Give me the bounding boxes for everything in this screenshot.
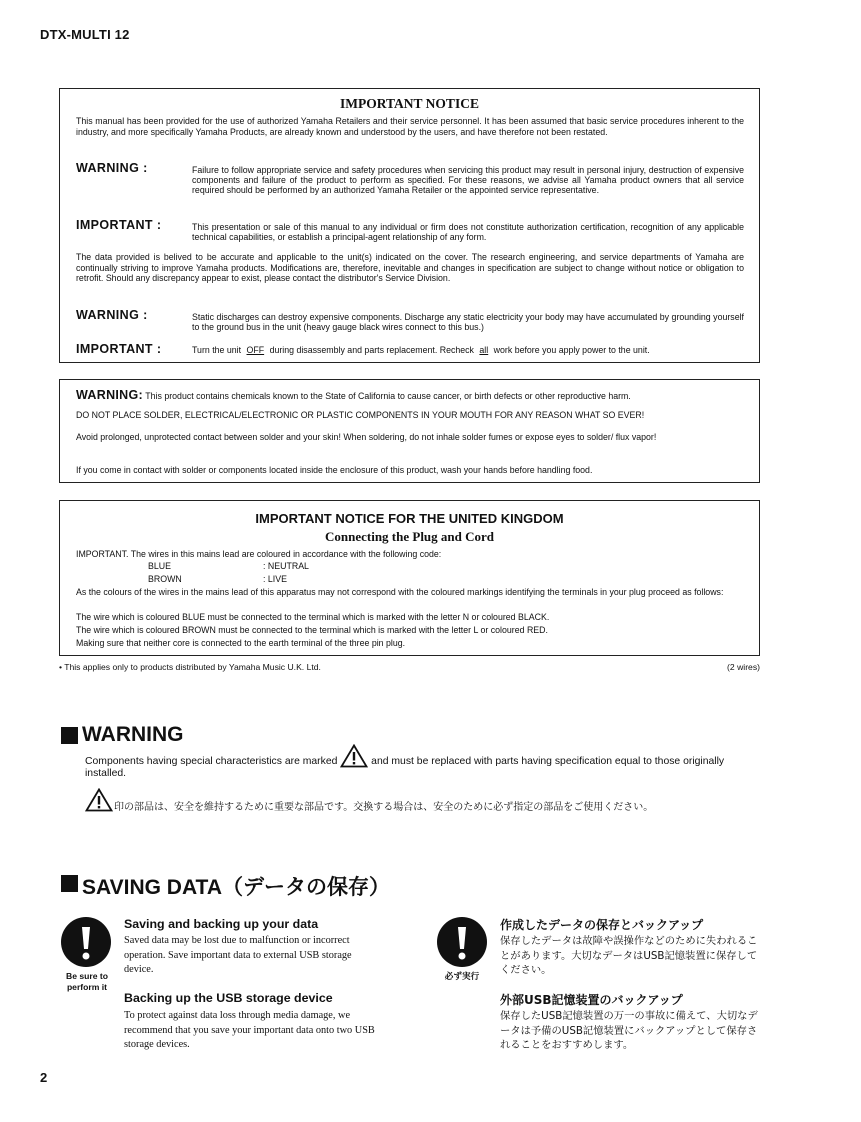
notice-intro: This manual has been provided for the use of authorized Yamaha Retailers and their service personnel. It has been assumed that basic service procedures inherent to the industry, and more specifically Yamaha Products, are already known and understood by the users, and have therefore not been restated. [76, 116, 744, 137]
exclamation-mark-jp-icon [437, 917, 487, 967]
page-number: 2 [40, 1070, 48, 1085]
warning-text-post: and must be replaced with parts having specification equal to those originally installed. [85, 756, 725, 779]
document-model-header: DTX-MULTI 12 [40, 27, 130, 42]
jp-backup-heading: 外部USB記憶装置のバックアップ [500, 993, 683, 1007]
jp-saving-heading: 作成したデータの保存とバックアップ [500, 918, 704, 932]
en-backup-text: To protect against data loss through media damage, we recommend that you save your important data onto two USB storage devices. [124, 1010, 375, 1050]
ca-warning-line1 [76, 390, 631, 402]
notice-warning-label: WARNING : [76, 161, 148, 175]
warning-section-marker [61, 727, 78, 744]
uk-notice-intro: IMPORTANT. The wires in this mains lead are coloured in accordance with the following code: [76, 549, 442, 559]
notice-warning2-label: WARNING : [76, 308, 148, 322]
uk-notice-title: IMPORTANT NOTICE FOR THE UNITED KINGDOM [255, 511, 564, 526]
exclamation-circle-jp-icon [437, 917, 487, 967]
en-saving-text: Saved data may be lost due to malfunction or incorrect operation. Save important data to external USB storage device. [124, 935, 352, 975]
important2-off: OFF [246, 345, 265, 355]
uk-para1: As the colours of the wires in the mains lead of this apparatus may not correspond with the coloured markings identifying the terminals in your plug proceed as follows: [76, 587, 724, 597]
uk-wires-note: (2 wires) [727, 662, 760, 672]
uk-notice-subtitle: Connecting the Plug and Cord [324, 529, 495, 544]
ca-warning-line3: Avoid prolonged, unprotected contact between solder and your skin! When soldering, do not inhale solder fumes or expose eyes to solder/ flux vapor! [76, 432, 657, 442]
warning-triangle-jp-icon [85, 788, 113, 812]
warning-jp-text: 印の部品は、安全を維持するために重要な部品です。交換する場合は、安全のために必ず指定の部品をご使用ください。 [114, 802, 654, 813]
exclamation-mark-icon [61, 917, 111, 967]
uk-blue-value: : NEUTRAL [263, 561, 309, 571]
ca-warning-line2: DO NOT PLACE SOLDER, ELECTRICAL/ELECTRONIC OR PLASTIC COMPONENTS IN YOUR MOUTH FOR ANY REASON WHAT SO EVER! [76, 410, 645, 420]
uk-para2: The wire which is coloured BLUE must be connected to the terminal which is marked with the letter N or coloured BLACK. [76, 612, 550, 622]
warning-section-heading: WARNING [82, 723, 184, 746]
uk-blue-label: BLUE [148, 561, 171, 571]
warning-triangle-icon [340, 744, 368, 768]
california-warning-box [59, 379, 760, 483]
ca-warning-label: WARNING: [76, 388, 143, 402]
saving-section-heading: SAVING DATA（データの保存） [82, 876, 390, 899]
warning-components-text [85, 744, 745, 780]
notice-important2-label: IMPORTANT : [76, 342, 162, 356]
important-notice-box [59, 88, 760, 363]
notice-important-label: IMPORTANT : [76, 218, 162, 232]
ca-warning-line1-text: This product contains chemicals known to the State of California to cause cancer, or birth defects or other reproductive harm. [145, 391, 631, 401]
uk-brown-label: BROWN [148, 574, 182, 584]
en-saving-heading: Saving and backing up your data [124, 917, 319, 931]
notice-important-text: This presentation or sale of this manual to any individual or firm does not constitute authorization certification, recognition of any applicable technical capabilities, or establish a principal-agent relationship of any form. [192, 222, 744, 242]
uk-para3: The wire which is coloured BROWN must be connected to the terminal which is marked with the letter L or coloured RED. [76, 625, 548, 635]
notice-warning-text: Failure to follow appropriate service and safety procedures when servicing this product may result in personal injury, destruction of expensive components and failure of the product to perform as specified. For these reasons, we advise all Yamaha product owners that all service required should be performed by an authorized Yamaha Retailer or the appointed service representative. [192, 165, 744, 195]
important2-mid: during disassembly and parts replacement. Recheck [269, 345, 474, 355]
ca-warning-line4: If you come in contact with solder or components located inside the enclosure of this product, wash your hands before handling food. [76, 465, 593, 475]
uk-footnote: • This applies only to products distributed by Yamaha Music U.K. Ltd. [59, 662, 321, 672]
en-icon-caption: Be sure to perform it [65, 971, 109, 992]
uk-brown-value: : LIVE [263, 574, 287, 584]
jp-saving-text: 保存したデータは故障や誤操作などのために失われることがあります。大切なデータはUSB記憶装置に保存してください。 [500, 935, 758, 977]
notice-data-paragraph: The data provided is belived to be accurate and applicable to the unit(s) indicated on the cover. The research engineering, and service departments of Yamaha are continually striving to improve Yamaha products. Modifications are, therefore, inevitable and changes in specification are subject to change without notice or obligation to retrofit. Should any discrepancy appear to exist, please contact the distributor's Service Division. [76, 252, 744, 283]
exclamation-circle-icon [61, 917, 111, 967]
important2-all: all [479, 345, 489, 355]
jp-backup-text: 保存したUSB記憶装置の万一の事故に備えて、大切なデータは予備のUSB記憶装置にバックアップとして保存されることをおすすめします。 [500, 1010, 758, 1052]
notice-title: IMPORTANT NOTICE [340, 96, 479, 111]
notice-important2-text [192, 345, 650, 356]
uk-notice-box [59, 500, 760, 656]
uk-para4: Making sure that neither core is connected to the earth terminal of the three pin plug. [76, 638, 406, 648]
important2-pre: Turn the unit [192, 345, 242, 355]
important2-post: work before you apply power to the unit. [493, 345, 650, 355]
jp-icon-caption: 必ず実行 [444, 972, 480, 982]
en-backup-heading: Backing up the USB storage device [124, 991, 333, 1005]
saving-section-marker [61, 875, 78, 892]
notice-warning2-text: Static discharges can destroy expensive components. Discharge any static electricity your body may have accumulated by grounding yourself to the ground bus in the unit (heavy gauge black wires connect to this bus.) [192, 312, 744, 332]
warning-text-pre: Components having special characteristics are marked [85, 756, 338, 767]
